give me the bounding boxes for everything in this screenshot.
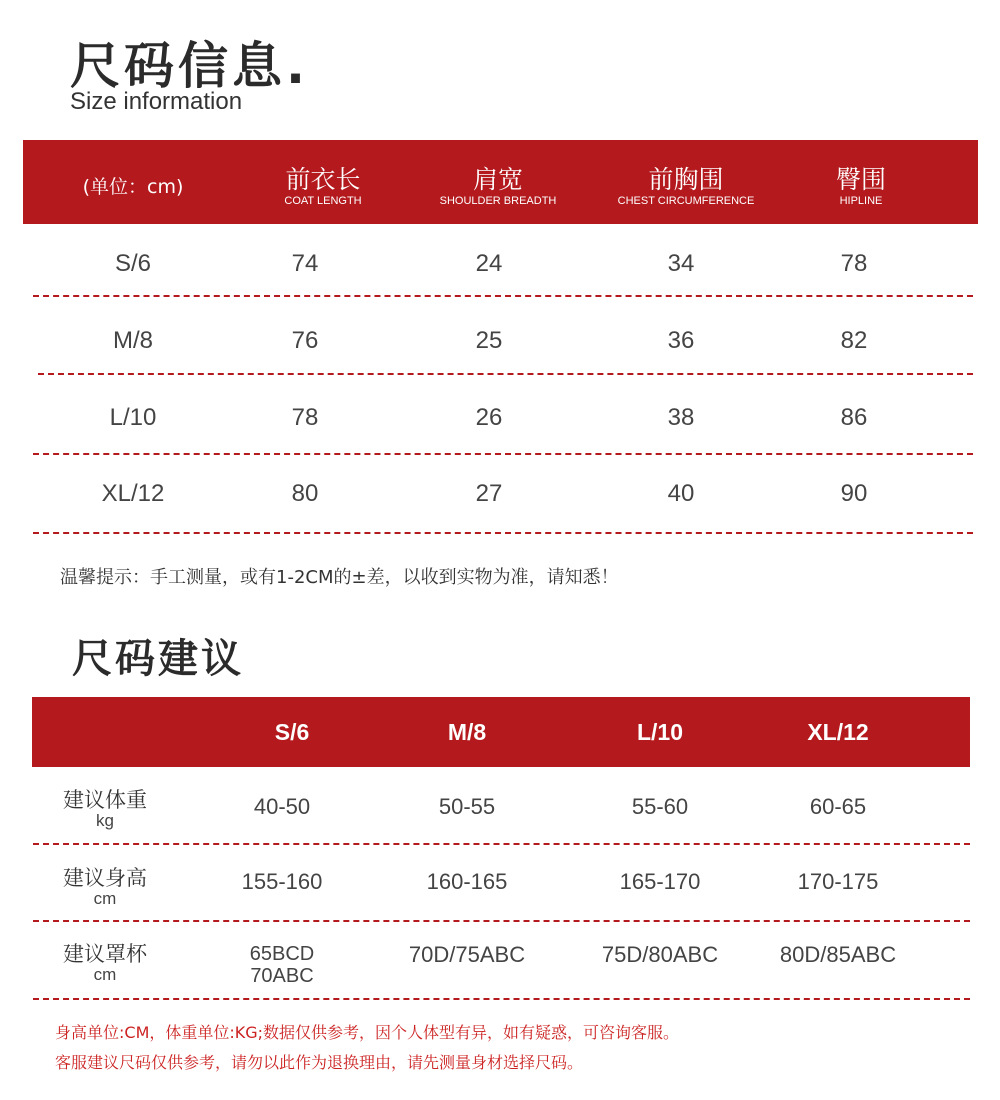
row-divider [38,373,973,375]
advice-row-label-height [15,866,195,908]
advice-value: 55-60 [631,794,689,819]
col-label-en: COAT LENGTH [284,195,362,207]
advice-label: 建议罩杯 [63,942,147,966]
row-divider [33,453,973,455]
advice-value: 70D/75ABC [408,942,526,967]
advice-label: 建议身高 [63,866,147,890]
advice-row-label-weight [15,788,195,830]
advice-col-size: S/6 [274,719,310,745]
row-divider [33,532,973,534]
advice-row-label-cup [15,942,195,984]
col-label-cn: 臀围 [835,165,886,194]
advice-unit: cm [93,889,117,908]
col-label-cn: 肩宽 [472,165,523,194]
value-cell: 34 [667,250,695,277]
table-row [0,380,1000,456]
advice-unit: kg [96,811,114,830]
advice-value: 65BCD 70ABC [249,943,315,987]
value-cell: 78 [840,250,868,277]
value-cell: 40 [667,480,695,507]
value-cell: 36 [667,327,695,354]
advice-col-size: M/8 [447,719,487,745]
advice-value: 160-165 [426,869,508,894]
value-cell: 90 [840,480,868,507]
size-info-title: 尺码信息. [70,37,309,95]
table-row [0,456,1000,532]
unit-label: (单位：cm) [82,176,184,198]
value-cell: 82 [840,327,868,354]
row-divider [33,295,973,297]
table-row [0,226,1000,302]
advice-value: 80D/85ABC [779,942,897,967]
advice-value: 40-50 [253,794,311,819]
size-cell: L/10 [109,404,157,431]
value-cell: 38 [667,404,695,431]
advice-value: 60-65 [809,794,867,819]
value-cell: 80 [291,480,319,507]
advice-col-size: XL/12 [807,719,869,745]
col-label-cn: 前胸围 [648,165,724,194]
col-label-en: CHEST CIRCUMFERENCE [617,195,755,207]
size-advice-title: 尺码建议 [72,636,244,682]
col-label-en: HIPLINE [839,195,883,207]
value-cell: 86 [840,404,868,431]
table-row [0,303,1000,379]
advice-label: 建议体重 [63,788,147,812]
footnote: 客服建议尺码仅供参考，请勿以此作为退换理由，请先测量身材选择尺码。 [55,1053,584,1072]
size-info-subtitle: Size information [70,88,243,115]
col-hipline [786,140,936,224]
advice-value: 155-160 [241,869,323,894]
advice-value: 75D/80ABC [601,942,719,967]
advice-value: 165-170 [619,869,701,894]
row-divider [33,998,970,1000]
row-divider [33,920,970,922]
col-shoulder-breadth [403,140,593,224]
value-cell: 74 [291,250,319,277]
advice-col-size: L/10 [636,719,684,745]
footnote: 身高单位:CM，体重单位:KG;数据仅供参考，因个人体型有异，如有疑惑，可咨询客服。 [55,1023,680,1042]
col-label-cn: 前衣长 [285,165,361,194]
advice-table-header [32,697,970,767]
row-divider [33,843,970,845]
advice-value: 50-55 [438,794,496,819]
size-cell: S/6 [114,250,152,277]
advice-value: 170-175 [797,869,879,894]
measurement-note: 温馨提示：手工测量，或有1-2CM的±差，以收到实物为准，请知悉！ [60,567,619,588]
value-cell: 27 [475,480,503,507]
advice-unit: cm [93,965,117,984]
size-cell: XL/12 [101,480,165,507]
value-cell: 76 [291,327,319,354]
col-label-en: SHOULDER BREADTH [439,195,557,207]
value-cell: 78 [291,404,319,431]
value-cell: 25 [475,327,503,354]
size-cell: M/8 [112,327,153,354]
col-chest [586,140,786,224]
value-cell: 26 [475,404,503,431]
size-table-header [23,140,978,224]
value-cell: 24 [475,250,503,277]
